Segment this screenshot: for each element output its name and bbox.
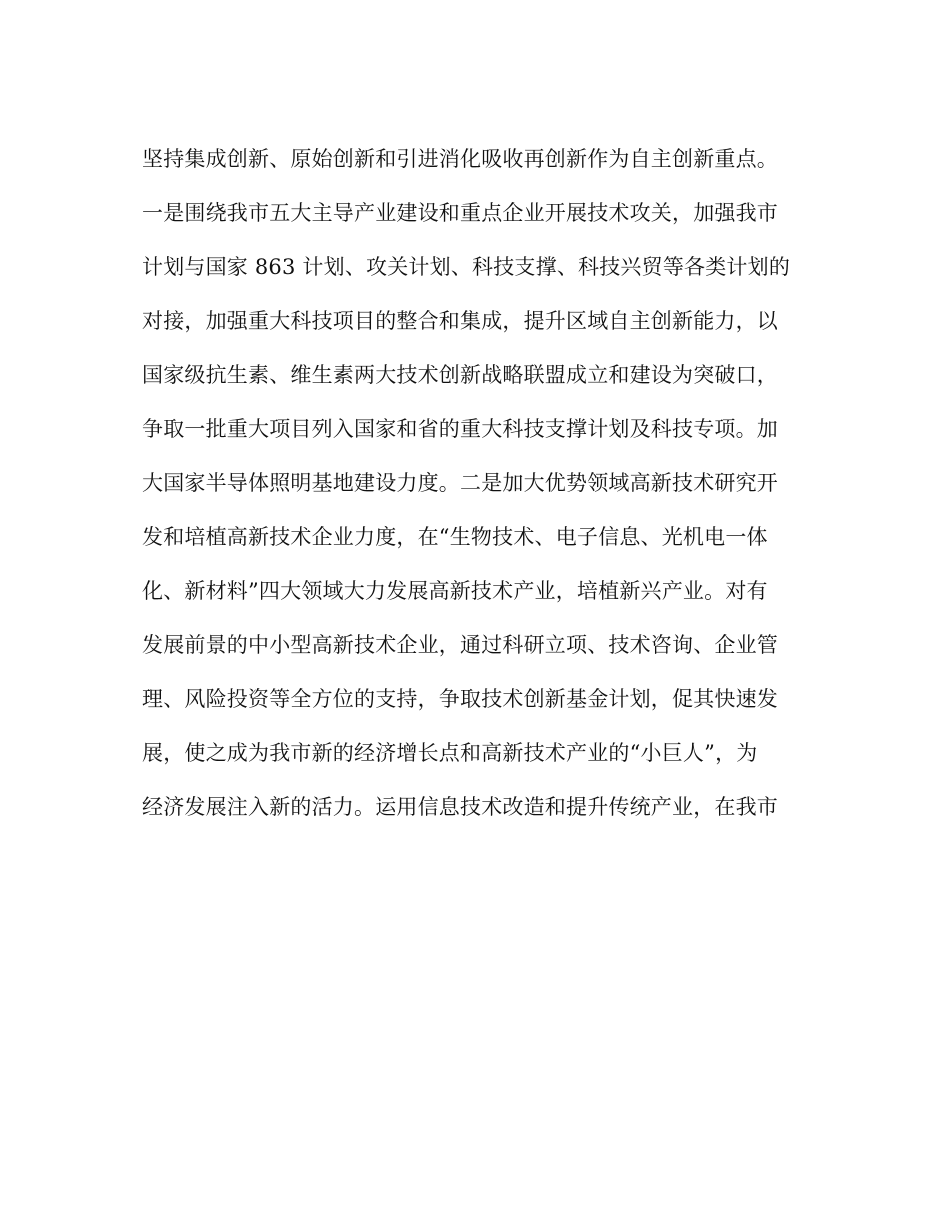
text-line-11: 理、风险投资等全方位的支持，争取技术创新基金计划，促其快速发 bbox=[142, 687, 778, 711]
text-line-1: 坚持集成创新、原始创新和引进消化吸收再创新作为自主创新重点。 bbox=[142, 147, 778, 171]
text-line-10: 发展前景的中小型高新技术企业，通过科研立项、技术咨询、企业管 bbox=[142, 633, 778, 657]
text-line-7: 大国家半导体照明基地建设力度。二是加大优势领域高新技术研究开 bbox=[142, 471, 778, 495]
text-line-9: 化、新材料”四大领域大力发展高新技术产业，培植新兴产业。对有 bbox=[142, 579, 768, 603]
text-line-2: 一是围绕我市五大主导产业建设和重点企业开展技术攻关，加强我市 bbox=[142, 201, 778, 225]
text-line-12: 展，使之成为我市新的经济增长点和高新技术产业的“小巨人”，为 bbox=[142, 741, 758, 765]
text-line-4: 对接，加强重大科技项目的整合和集成，提升区域自主创新能力，以 bbox=[142, 309, 778, 333]
text-line-3: 计划与国家 863 计划、攻关计划、科技支撑、科技兴贸等各类计划的 bbox=[142, 255, 791, 279]
text-line-8: 发和培植高新技术企业力度，在“生物技术、电子信息、光机电一体 bbox=[142, 525, 768, 549]
text-line-6: 争取一批重大项目列入国家和省的重大科技支撑计划及科技专项。加 bbox=[142, 417, 778, 441]
body-text bbox=[142, 139, 802, 841]
text-line-13: 经济发展注入新的活力。运用信息技术改造和提升传统产业，在我市 bbox=[142, 795, 778, 819]
text-line-5: 国家级抗生素、维生素两大技术创新战略联盟成立和建设为突破口， bbox=[142, 363, 778, 387]
